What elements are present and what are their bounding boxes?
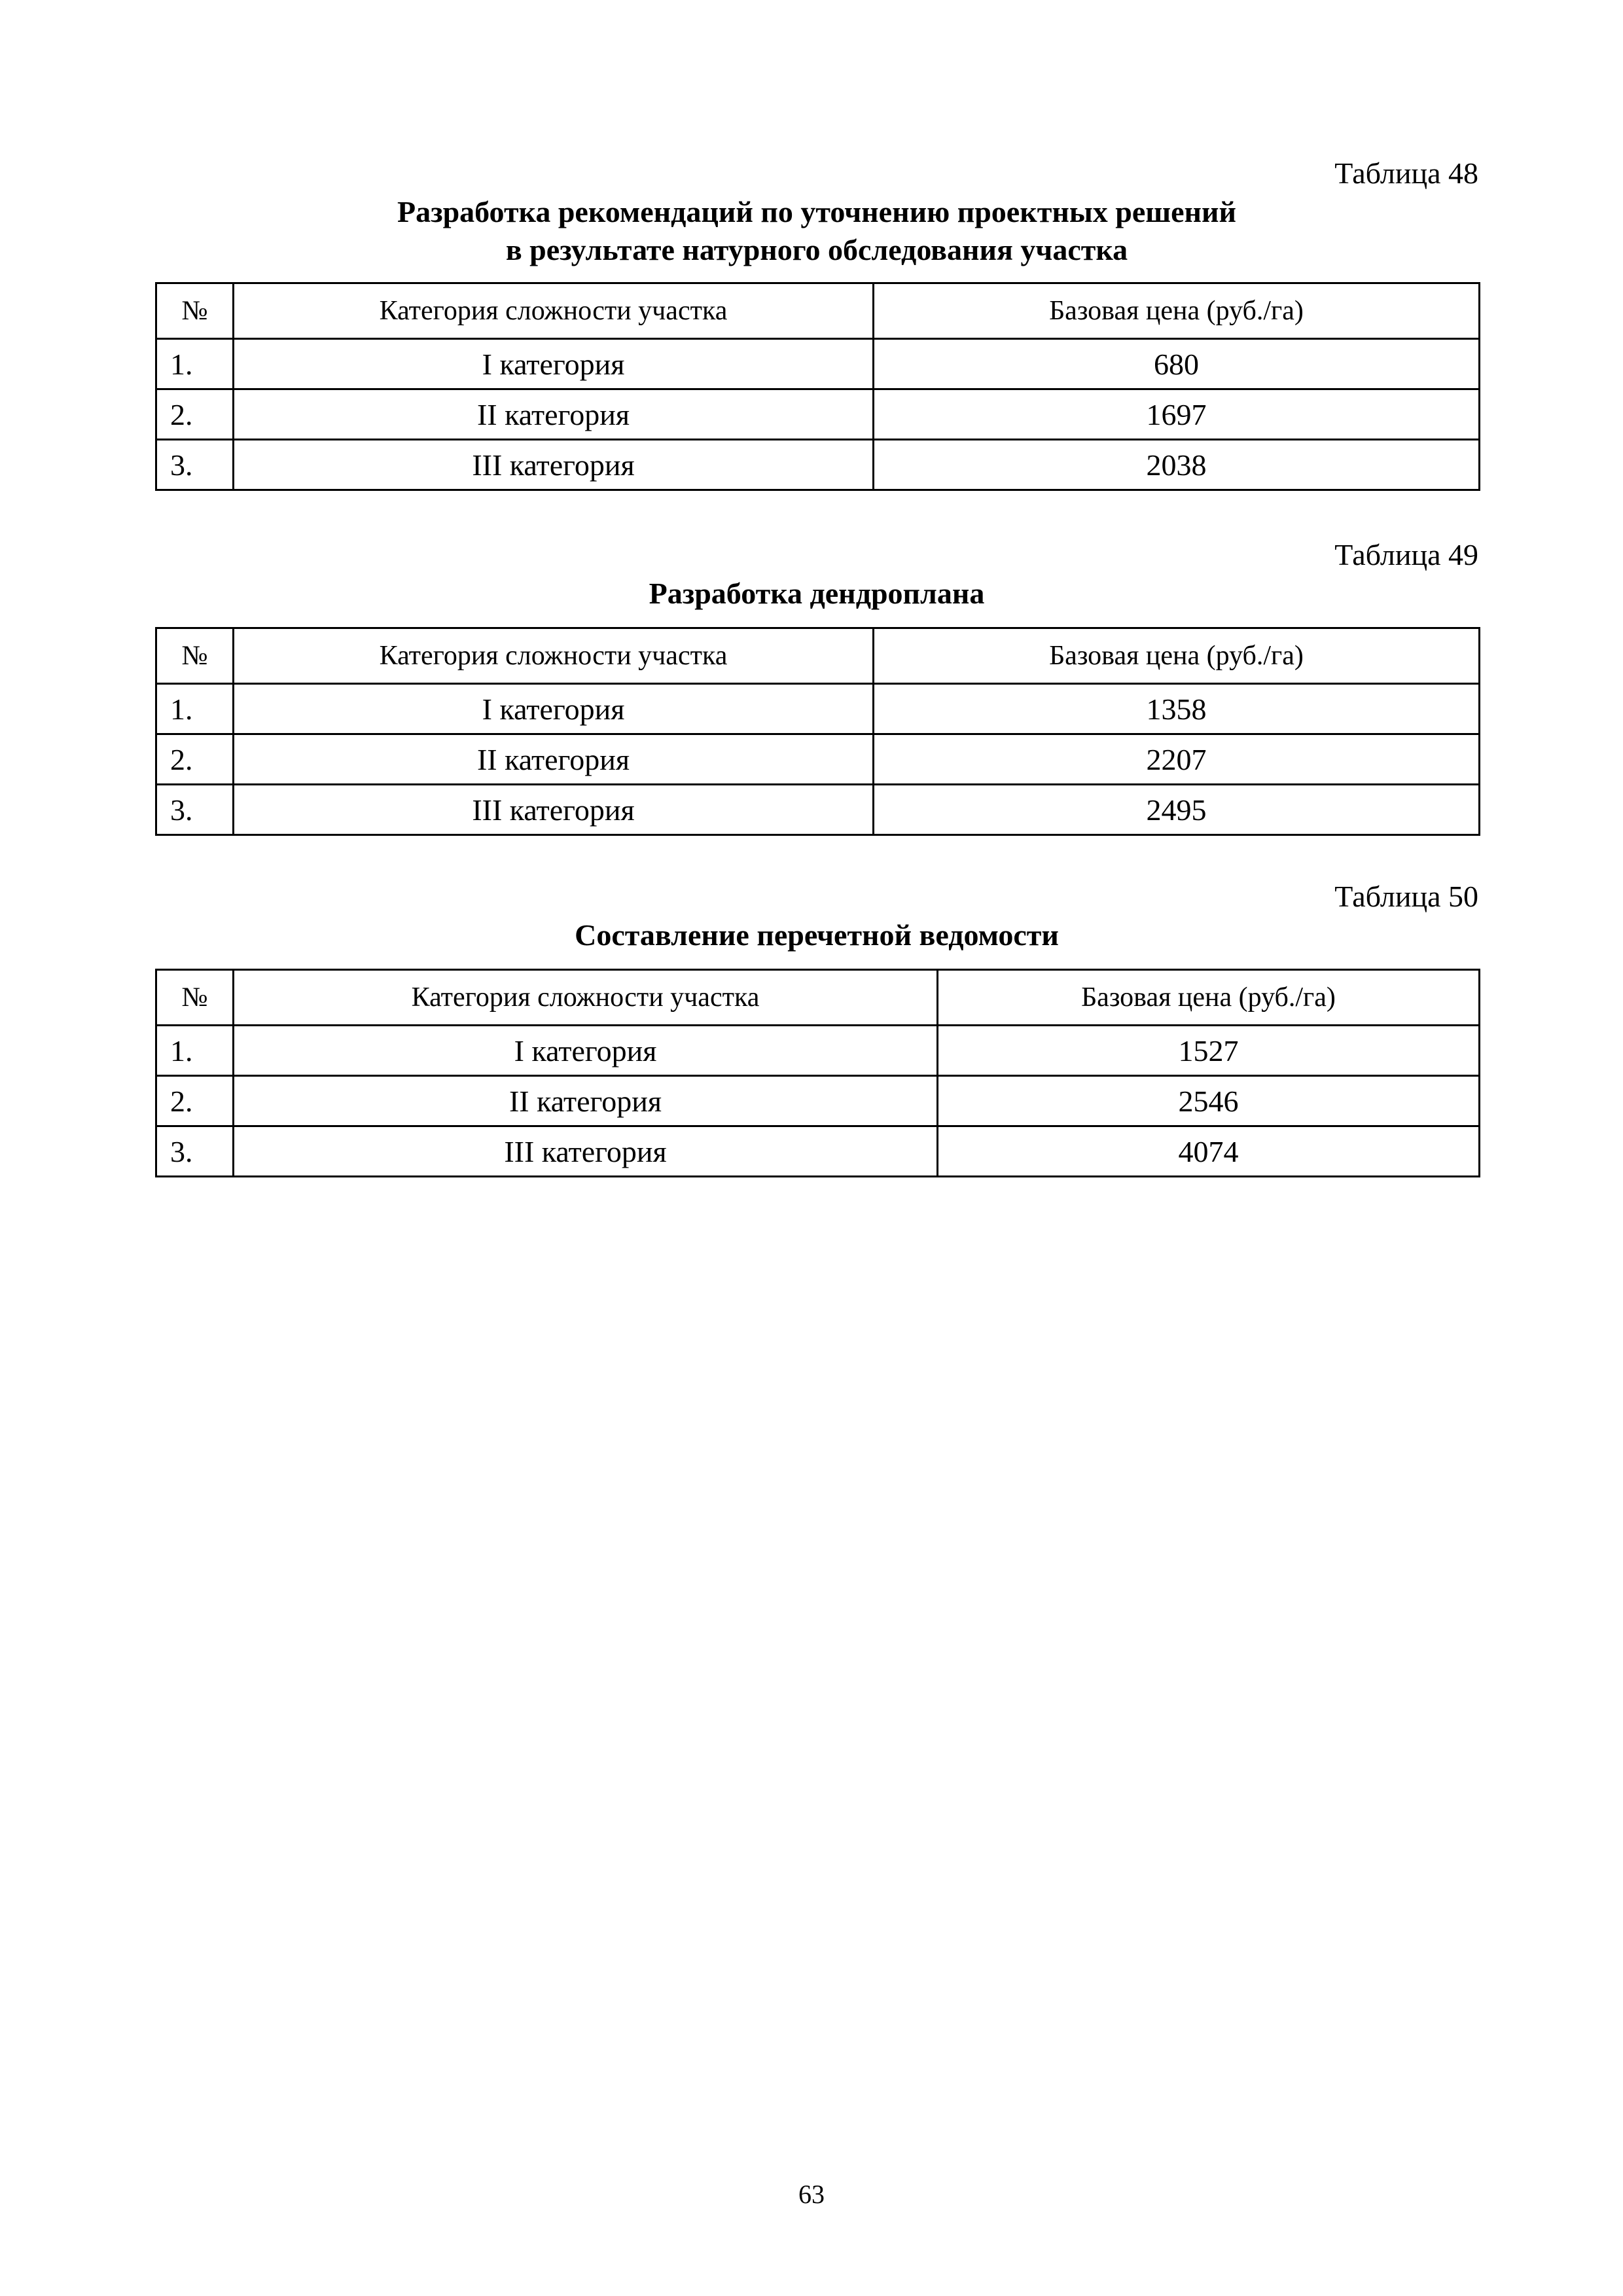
table-header-row xyxy=(156,628,1480,684)
table-row xyxy=(156,440,1480,490)
header-price: Базовая цена (руб./га) xyxy=(938,970,1480,1026)
row-price: 1358 xyxy=(874,684,1480,734)
header-number: № xyxy=(156,628,234,684)
table-title xyxy=(155,916,1478,954)
table-row xyxy=(156,339,1480,389)
row-category: I категория xyxy=(234,684,874,734)
table-title-line: Составление перечетной ведомости xyxy=(575,918,1059,952)
price-table xyxy=(155,969,1480,1177)
header-category: Категория сложности участка xyxy=(234,970,938,1026)
table-row xyxy=(156,785,1480,835)
table-row xyxy=(156,684,1480,734)
row-number: 3. xyxy=(156,785,234,835)
table-48-block xyxy=(155,154,1478,491)
row-category: II категория xyxy=(234,389,874,440)
row-category: III категория xyxy=(234,785,874,835)
table-49-block xyxy=(155,535,1478,836)
table-number: Таблица 48 xyxy=(1334,156,1478,190)
row-number: 2. xyxy=(156,734,234,785)
row-category: III категория xyxy=(234,440,874,490)
header-number: № xyxy=(156,283,234,339)
table-row xyxy=(156,1126,1480,1177)
table-title-line: в результате натурного обследования участка xyxy=(505,233,1128,266)
header-category: Категория сложности участка xyxy=(234,628,874,684)
row-category: I категория xyxy=(234,1026,938,1076)
row-number: 3. xyxy=(156,1126,234,1177)
row-price: 2495 xyxy=(874,785,1480,835)
row-number: 3. xyxy=(156,440,234,490)
table-title-line: Разработка дендроплана xyxy=(649,577,985,610)
header-category: Категория сложности участка xyxy=(234,283,874,339)
table-row xyxy=(156,1026,1480,1076)
table-header-row xyxy=(156,283,1480,339)
row-price: 680 xyxy=(874,339,1480,389)
header-price: Базовая цена (руб./га) xyxy=(874,628,1480,684)
row-number: 2. xyxy=(156,1076,234,1126)
row-category: III категория xyxy=(234,1126,938,1177)
row-number: 2. xyxy=(156,389,234,440)
price-table xyxy=(155,282,1480,491)
table-header-row xyxy=(156,970,1480,1026)
table-row xyxy=(156,389,1480,440)
table-50-block xyxy=(155,877,1478,1177)
table-title xyxy=(155,575,1478,613)
table-number: Таблица 50 xyxy=(1334,880,1478,913)
row-price: 1697 xyxy=(874,389,1480,440)
table-number: Таблица 49 xyxy=(1334,538,1478,571)
row-category: II категория xyxy=(234,734,874,785)
page-number: 63 xyxy=(798,2179,825,2209)
table-row xyxy=(156,734,1480,785)
table-row xyxy=(156,1076,1480,1126)
row-price: 2207 xyxy=(874,734,1480,785)
row-price: 2546 xyxy=(938,1076,1480,1126)
header-price: Базовая цена (руб./га) xyxy=(874,283,1480,339)
header-number: № xyxy=(156,970,234,1026)
row-number: 1. xyxy=(156,339,234,389)
row-category: I категория xyxy=(234,339,874,389)
row-number: 1. xyxy=(156,684,234,734)
row-category: II категория xyxy=(234,1076,938,1126)
row-price: 2038 xyxy=(874,440,1480,490)
table-title xyxy=(155,193,1478,269)
price-table xyxy=(155,627,1480,836)
table-title-line: Разработка рекомендаций по уточнению проектных решений xyxy=(397,195,1237,228)
row-price: 1527 xyxy=(938,1026,1480,1076)
row-number: 1. xyxy=(156,1026,234,1076)
row-price: 4074 xyxy=(938,1126,1480,1177)
